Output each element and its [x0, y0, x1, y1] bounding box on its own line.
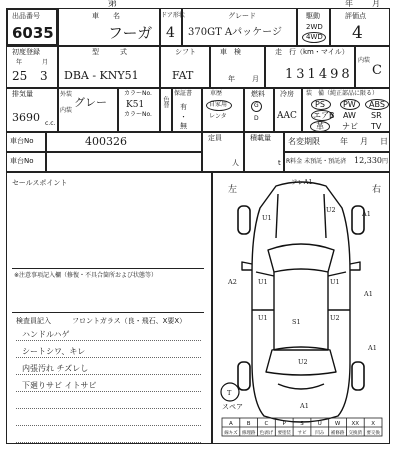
fuel-label: 燃料 — [251, 90, 265, 98]
equip-tv: TV — [371, 122, 382, 131]
car-name-label: 車 名 — [92, 12, 120, 20]
lot-number-value: 6035 — [12, 24, 54, 42]
owner-history-label: 車歴 — [210, 90, 223, 97]
chassis-label: 車台No — [10, 137, 34, 145]
legend-code: W — [334, 421, 341, 427]
legend-code: XX — [351, 421, 360, 427]
model-label: 型 式 — [92, 48, 127, 56]
first-reg-month: 3 — [40, 69, 48, 83]
equip-pw: PW — [343, 100, 356, 109]
inspector-note: 内張汚れ チズレし — [22, 364, 89, 373]
equipment-label: 装 備（純正部品に限る） — [306, 90, 379, 97]
legend-meaning: 修理跡 — [241, 431, 256, 436]
color-no-label: カラーNo. — [124, 90, 152, 97]
score-label: 評価点 — [345, 12, 366, 20]
damage-mark: U1 — [258, 278, 268, 286]
color-ext-label: 外装 — [60, 91, 73, 98]
drive-label: 駆動 — [306, 12, 320, 20]
legend-meaning: 色剥げ — [259, 431, 274, 436]
interior-score-label: 内装 — [358, 57, 371, 64]
note-line — [16, 340, 201, 341]
grade-value: 370GT Aパッケージ — [188, 27, 282, 38]
damage-mark: A1 — [364, 290, 373, 298]
door-label: ドア形状 — [161, 12, 185, 19]
diagram-right-label: 右 — [372, 185, 382, 195]
first-reg-label: 初度登録 — [12, 48, 40, 56]
spare-label: スペア — [222, 403, 243, 411]
ac-label: 冷房 — [280, 90, 294, 98]
damage-mark: U1 — [262, 214, 272, 222]
header-year: 年 — [345, 0, 353, 8]
inspector-divider — [12, 312, 204, 313]
model-no-label: 車台No — [10, 157, 34, 165]
fuel-gas: G — [254, 102, 259, 109]
notes-label: ※注意事項記入欄（修復・不具合箇所および状態等） — [14, 272, 158, 279]
warranty-option-dot: ・ — [180, 113, 187, 121]
legend-code: S — [300, 421, 304, 427]
mileage-value: 131498 — [285, 67, 353, 82]
header-month: 月 — [372, 0, 380, 8]
legend-code: U — [317, 421, 322, 427]
note-line — [16, 425, 201, 426]
legend-code: X — [371, 421, 375, 427]
legend-code: C — [264, 421, 269, 427]
inspector-label: 検査員記入 — [16, 317, 51, 325]
inspector-note: シートシワ、キレ — [22, 347, 86, 356]
damage-mark: A1 — [368, 344, 377, 352]
legend-meaning: サビ — [297, 431, 307, 436]
inspector-note: ハンドルハゲ — [22, 330, 70, 339]
load-label: 積載量 — [250, 134, 271, 142]
first-reg-year-label: 年 — [16, 59, 23, 66]
mileage-label: 走 行（km・マイル） — [275, 48, 349, 56]
note-line — [16, 357, 201, 358]
damage-mark: U1 — [330, 278, 340, 286]
equip-abs: ABS — [369, 100, 385, 109]
drive-2wd: 2WD — [306, 23, 323, 31]
grade-label: グレード — [228, 12, 256, 20]
remarks-panel — [6, 172, 212, 444]
damage-mark: A1 — [300, 402, 309, 410]
equip-sr: SR — [371, 111, 382, 120]
legend-meaning: 要塗装 — [277, 431, 291, 436]
legend-meaning: 交換済 — [348, 431, 363, 436]
damage-mark: U2 — [326, 206, 336, 214]
color-change-cell — [160, 88, 172, 132]
fuel-diesel: D — [254, 115, 259, 122]
capacity-unit: 人 — [232, 159, 239, 167]
damage-mark: フレA1 — [291, 178, 313, 186]
car-name-value: フーガ — [108, 24, 153, 42]
displacement-label: 排気量 — [12, 90, 33, 98]
load-unit: t — [278, 159, 281, 167]
damage-mark: U1 — [258, 314, 268, 322]
equip-leather: 革 — [316, 122, 324, 131]
legend-meaning: 線キズ — [224, 431, 238, 436]
first-reg-year: 25 — [12, 69, 28, 83]
color-no-value: K51 — [126, 100, 145, 110]
note-line — [16, 442, 201, 443]
cc-unit: c.c. — [45, 120, 56, 127]
rename-day: 日 — [380, 137, 388, 146]
damage-mark: U2 — [298, 358, 308, 366]
rename-label: 名変期限 — [288, 137, 320, 146]
capacity-label: 定員 — [208, 134, 222, 142]
warranty-option-yes: 有 — [180, 103, 187, 111]
inspection-label: 車 検 — [220, 48, 241, 56]
windshield-label: フロントガラス（良・飛石、X要X） — [72, 317, 187, 325]
recycle-label: R料金 未預託・預託済 — [286, 158, 347, 165]
inspection-year-label: 年 — [228, 75, 235, 83]
shift-label: シフト — [175, 48, 196, 56]
note-line — [16, 391, 201, 392]
door-value: 4 — [166, 25, 175, 41]
diagram-left-label: 左 — [228, 185, 238, 195]
recycle-yen: 円 — [382, 158, 389, 165]
color-change-label: 色替 — [162, 96, 169, 108]
first-reg-month-label: 月 — [42, 59, 49, 66]
damage-mark: S1 — [292, 318, 301, 326]
shift-value: FAT — [172, 69, 194, 82]
interior-score-value: C — [372, 63, 382, 78]
damage-mark: A1 — [362, 210, 371, 218]
rename-month: 月 — [360, 137, 368, 146]
equip-ps: PS — [315, 100, 325, 109]
inspector-note: 下廻りサビ イトサビ — [22, 381, 97, 390]
legend-code: B — [246, 421, 251, 427]
color-value: グレー — [74, 96, 107, 109]
damage-mark: T — [227, 389, 232, 397]
legend-meaning: 補修跡 — [330, 431, 345, 436]
model-no-value-cell — [46, 152, 202, 172]
owner-private: 自家用 — [209, 101, 228, 108]
recycle-value: 12,330 — [354, 156, 382, 165]
chassis-value: 400326 — [85, 135, 127, 148]
note-line — [16, 408, 201, 409]
equip-aw: AW — [343, 111, 356, 120]
sales-point-label: セールスポイント — [12, 179, 68, 187]
header-partial: 第 — [108, 0, 118, 9]
note-line — [16, 374, 201, 375]
model-value: DBA - KNY51 — [64, 69, 139, 82]
equip-airbag: エアB — [313, 111, 335, 120]
displacement-value: 3690 — [12, 111, 40, 124]
inspection-month-label: 月 — [252, 75, 259, 83]
color-no-label-2: カラーNo. — [124, 111, 152, 118]
legend-meaning: 凹み — [315, 431, 325, 436]
damage-mark: A2 — [228, 278, 237, 286]
legend-code: A — [229, 421, 233, 427]
color-int-label: 内装 — [60, 107, 73, 114]
notes-divider — [12, 268, 204, 269]
ac-value: AAC — [277, 111, 297, 121]
warranty-option-no: 無 — [180, 122, 187, 130]
legend-meaning: 要交換 — [366, 431, 380, 436]
equip-navi: ナビ — [342, 122, 358, 131]
lot-number-label: 出品番号 — [12, 12, 40, 20]
damage-mark: U2 — [330, 314, 340, 322]
owner-rental: レンタ — [209, 113, 227, 120]
legend-code: P — [282, 421, 286, 427]
score-value: 4 — [352, 23, 363, 43]
warranty-label: 保証書 — [174, 90, 193, 97]
rename-year: 年 — [340, 137, 348, 146]
drive-4wd: 4WD — [306, 33, 323, 41]
